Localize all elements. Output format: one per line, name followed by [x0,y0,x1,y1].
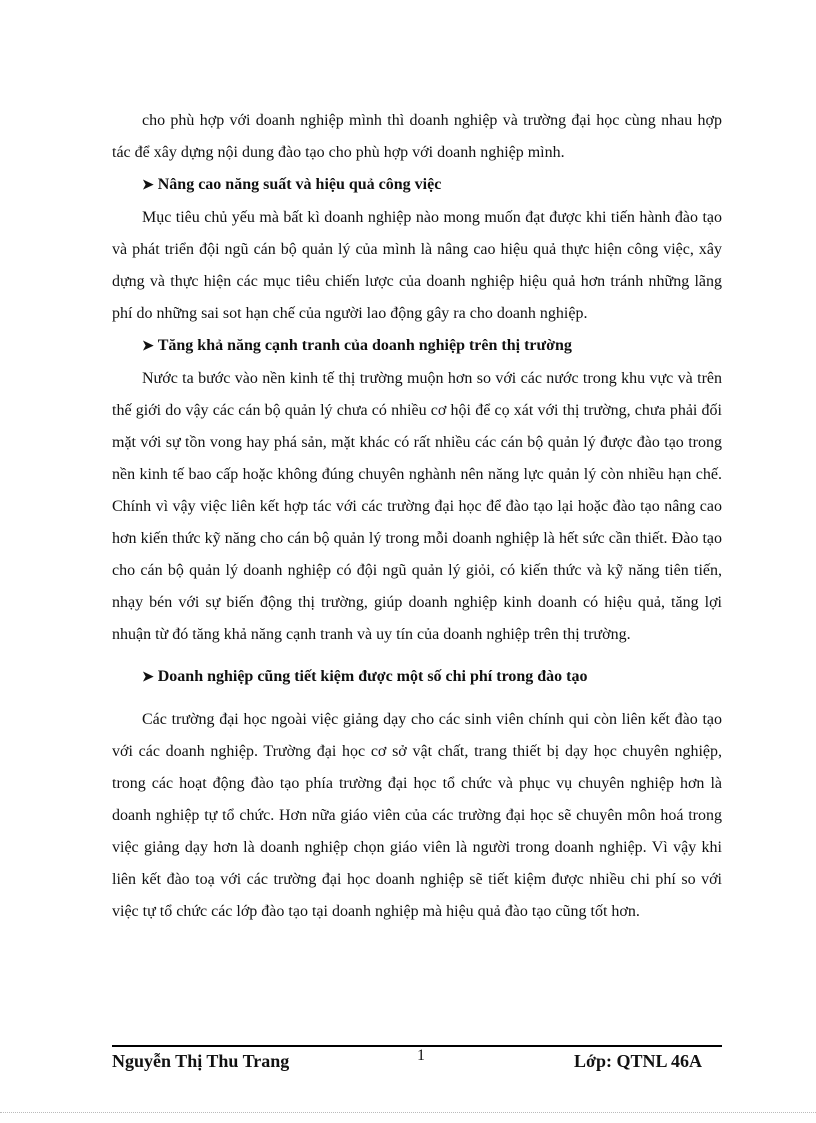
spacer [112,651,722,661]
heading-text: Doanh nghiệp cũng tiết kiệm được một số chi phí trong đào tạo [157,668,588,685]
spacer [112,694,722,704]
paragraph-intro: cho phù hợp với doanh nghiệp mình thì doanh nghiệp và trường đại học cùng nhau hợp tác để xây dựng nội dung đào tạo cho phù hợp với doanh nghiệp mình. [112,112,722,161]
paragraph-productivity: Mục tiêu chủ yếu mà bất kì doanh nghiệp nào mong muốn đạt được khi tiến hành đào tạo và phát triển đội ngũ cán bộ quản lý của mình là nâng cao hiệu quả thực hiện công việc, xây dựng và thực hiện các mục tiêu chiến lược của doanh nghiệp hiệu quả hơn tránh những lãng phí do những sai sot hạn chế của người lao động gây ra cho doanh nghiệp. [112,209,722,322]
heading-text: Tăng khả năng cạnh tranh của doanh nghiệp trên thị trường [157,337,572,354]
arrow-bullet-icon: ➤ [142,178,154,193]
section-heading-productivity [112,169,722,202]
footer-author: Nguyễn Thị Thu Trang [112,1051,290,1071]
arrow-bullet-icon: ➤ [142,670,154,685]
section-heading-competitiveness [112,330,722,363]
page-bottom-edge [0,1112,816,1113]
footer-class: Lớp: QTNL 46A [574,1051,702,1071]
paragraph-cost-saving: Các trường đại học ngoài việc giảng dạy cho các sinh viên chính qui còn liên kết đào tạo với các doanh nghiệp. Trường đại học cơ sở vật chất, trang thiết bị dạy học chuyên nghiệp, trong các hoạt động đào tạo phía trường đại học tổ chức và phục vụ chuyên nghiệp hơn là doanh nghiệp tự tổ chức. Hơn nữa giáo viên của các trường đại học sẽ chuyên môn hoá trong việc giảng dạy hơn là doanh nghiệp chọn giáo viên là người trong doanh nghiệp. Vì vậy khi liên kết đào toạ với các trường đại học doanh nghiệp sẽ tiết kiệm được nhiều chi phí so với việc tự tổ chức các lớp đào tạo tại doanh nghiệp mà hiệu quả đào tạo cũng tốt hơn. [112,711,722,920]
document-page [112,0,722,1123]
arrow-bullet-icon: ➤ [142,339,154,354]
footer-page-number: 1 [417,1047,425,1064]
section-heading-cost-saving [112,661,722,694]
page-footer [112,1045,722,1087]
heading-text: Nâng cao năng suất và hiệu quả công việc [157,176,442,193]
paragraph-competitiveness: Nước ta bước vào nền kinh tế thị trường muộn hơn so với các nước trong khu vực và trên thế giới do vậy các cán bộ quản lý chưa có nhiều cơ hội để cọ xát với thị trường, chưa phải đối mặt với sự tồn vong hay phá sản, mặt khác có rất nhiều các cán bộ quản lý được đào tạo trong nền kinh tế bao cấp hoặc không đúng chuyên nghành nên năng lực quản lý còn nhiều hạn chế. Chính vì vậy việc liên kết hợp tác với các trường đại học để đào tạo lại hoặc đào tạo nâng cao hơn kiến thức kỹ năng cho cán bộ quản lý trong mỗi doanh nghiệp là hết sức cần thiết. Đào tạo cho cán bộ quản lý doanh nghiệp có đội ngũ quản lý giỏi, có kiến thức và kỹ năng tiên tiến, nhạy bén với sự biến động thị trường, giúp doanh nghiệp kinh doanh có hiệu quả, tăng lợi nhuận từ đó tăng khả năng cạnh tranh và uy tín của doanh nghiệp trên thị trường. [112,370,722,643]
page-body [112,105,722,928]
